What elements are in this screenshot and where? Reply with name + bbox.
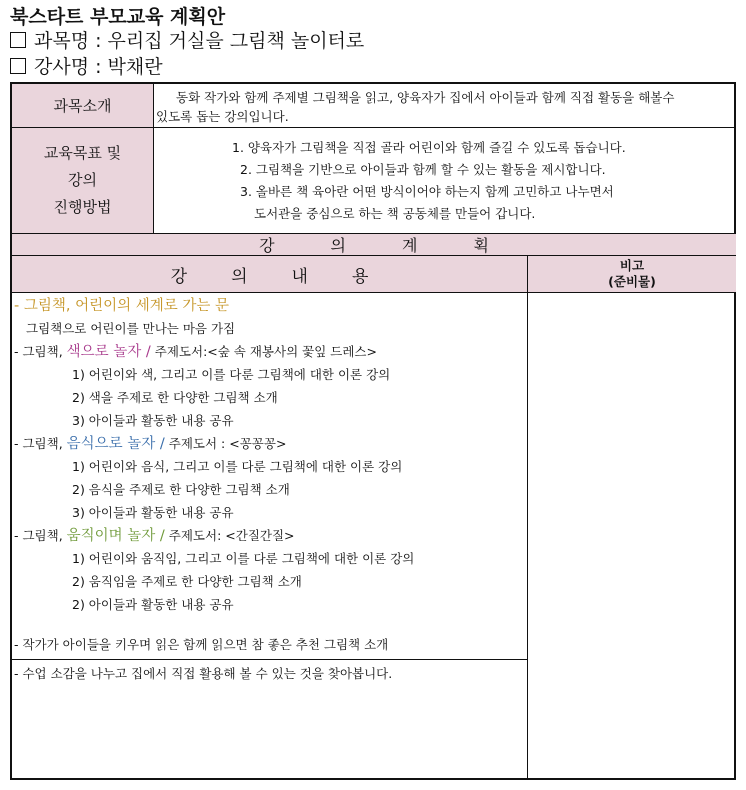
lecture-content <box>12 293 528 660</box>
summary-line: - 수업 소감을 나누고 집에서 직접 활용해 볼 수 있는 것을 찾아봅니다. <box>14 666 393 681</box>
list-item: 2) 음식을 주제로 한 다양한 그림책 소개 <box>72 482 290 497</box>
lesson-plan-table <box>10 82 736 780</box>
content-heading-char: 내 <box>291 266 308 287</box>
intro-text-line: 동화 작가와 함께 주제별 그림책을 읽고, 양육자가 집에서 아이들과 함께 직접 활동을 해볼수 <box>176 90 675 105</box>
goal-item: 1. 양육자가 그림책을 직접 골라 어린이와 함께 즐길 수 있도록 돕습니다. <box>232 140 626 155</box>
instructor-line <box>10 52 163 79</box>
goals-label-line: 진행방법 <box>53 198 112 216</box>
content-heading-char: 의 <box>231 266 248 287</box>
plan-heading-char: 강 <box>259 236 275 255</box>
list-item: 1) 어린이와 색, 그리고 이를 다룬 그림책에 대한 이론 강의 <box>72 367 391 382</box>
checkbox-icon <box>10 58 26 74</box>
section-heading: - 그림책, 색으로 놀자 / 주제도서:<숲 속 재봉사의 꽃잎 드레스> <box>14 344 377 360</box>
list-item: 2) 아이들과 활동한 내용 공유 <box>72 597 234 612</box>
plan-heading-char: 의 <box>330 236 346 255</box>
content-heading <box>12 256 528 293</box>
notes-heading-line: 비고 <box>619 258 645 273</box>
content-heading-char: 용 <box>351 266 369 287</box>
section-book: 주제도서: <간질간질> <box>164 528 295 543</box>
section-title: 색으로 놀자 / <box>66 344 151 360</box>
goals-label-line: 강의 <box>68 171 97 189</box>
section-subtitle: 그림책으로 어린이를 만나는 마음 가짐 <box>26 321 236 336</box>
goal-item: 2. 그림책을 기반으로 아이들과 함께 할 수 있는 활동을 제시합니다. <box>240 162 606 177</box>
notes-heading-line: (준비물) <box>608 274 656 289</box>
section-book: 주제도서:<숲 속 재봉사의 꽃잎 드레스> <box>150 344 377 359</box>
subject-line <box>10 26 364 53</box>
intro-label: 과목소개 <box>12 84 154 128</box>
intro-text <box>154 84 736 128</box>
goal-item: 3. 올바른 책 육아란 어떤 방식이어야 하는지 함께 고민하고 나누면서 <box>240 184 614 199</box>
section-heading: - 그림책, 음식으로 놀자 / 주제도서 : <꽁꽁꽁> <box>14 436 287 452</box>
list-item: 3) 아이들과 활동한 내용 공유 <box>72 413 234 428</box>
subject-text: 과목명 : 우리집 거실을 그림책 놀이터로 <box>34 30 365 52</box>
list-item: 3) 아이들과 활동한 내용 공유 <box>72 505 234 520</box>
goal-item: 도서관을 중심으로 하는 책 공동체를 만들어 갑니다. <box>254 206 536 221</box>
instructor-text: 강사명 : 박채란 <box>34 56 163 78</box>
plan-heading-char: 획 <box>473 236 489 255</box>
section-book: 주제도서 : <꽁꽁꽁> <box>164 436 287 451</box>
content-heading-char: 강 <box>170 266 188 287</box>
section-heading: - 그림책, 움직이며 놀자 / 주제도서: <간질간질> <box>14 528 295 544</box>
closing-line: - 작가가 아이들을 키우며 읽은 함께 읽으면 참 좋은 추천 그림책 소개 <box>14 637 389 652</box>
notes-cell <box>528 293 736 778</box>
goals-label-line: 교육목표 및 <box>43 144 122 162</box>
summary-cell <box>12 660 528 778</box>
plan-heading <box>12 234 736 256</box>
intro-text-line: 있도록 돕는 강의입니다. <box>156 109 289 124</box>
section-title: 음식으로 놀자 / <box>66 436 165 452</box>
checkbox-icon <box>10 32 26 48</box>
list-item: 2) 움직임을 주제로 한 다양한 그림책 소개 <box>72 574 302 589</box>
section-title: 그림책, 어린이의 세계로 가는 문 <box>23 298 229 314</box>
list-item: 2) 색을 주제로 한 다양한 그림책 소개 <box>72 390 278 405</box>
goals-text <box>154 128 736 234</box>
page-title: 북스타트 부모교육 계획안 <box>10 6 226 28</box>
list-item: 1) 어린이와 음식, 그리고 이를 다룬 그림책에 대한 이론 강의 <box>72 459 403 474</box>
notes-heading <box>528 256 736 293</box>
list-item: 1) 어린이와 움직임, 그리고 이를 다룬 그림책에 대한 이론 강의 <box>72 551 415 566</box>
plan-heading-char: 계 <box>402 236 418 255</box>
section-title: 움직이며 놀자 / <box>66 528 165 544</box>
section-heading: - 그림책, 어린이의 세계로 가는 문 <box>14 298 229 314</box>
goals-label <box>12 128 154 234</box>
